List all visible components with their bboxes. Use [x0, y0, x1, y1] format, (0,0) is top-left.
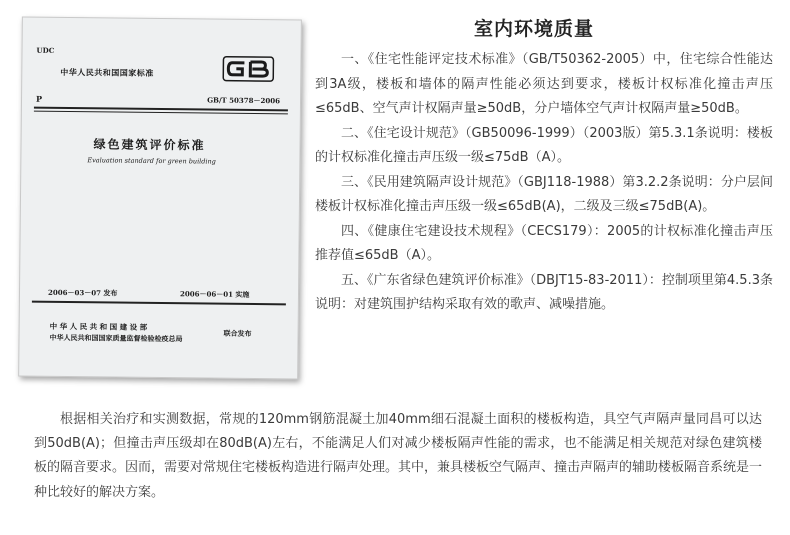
list-item: 三、《民用建筑隔声设计规范》（GBJ118-1988）第3.2.2条说明：分户层间楼板计权标准化撞击声压级一级≤65dB(A)，二级及三级≤75dB(A)。: [315, 174, 773, 214]
list-item: 二、《住宅设计规范》（GB50096-1999）（2003版）第5.3.1条说明：楼板的计权标准化撞击声压级一级≤75dB（A）。: [315, 125, 773, 165]
joint-publish-label: 联合发布: [223, 328, 252, 338]
standard-cover-image: [18, 17, 302, 380]
summary-paragraph: 根据相关治疗和实测数据，常规的120mm钢筋混凝土加40mm细石混凝土面积的楼板构造，具空气声隔声量同昌可以达到50dB(A)；但撞击声压级却在80dB(A)左右，不能满足人们对减少楼板隔声性能的需求，也不能满足相关规范对绿色建筑楼板的隔音要求。因而，需要对常规住宅楼板构造进行隔声处理。其中，兼具楼板空气隔声、撞击声隔声的辅助楼板隔音系统是一种比较好的解决方案。: [34, 412, 763, 500]
standards-list: [315, 48, 773, 318]
list-item: 五、《广东省绿色建筑评价标准》（DBJT15-83-2011）：控制项里第4.5.3条说明：对建筑围护结构采取有效的歌声、减噪措施。: [315, 272, 773, 312]
list-item: 一、《住宅性能评定技术标准》（GB/T50362-2005）中，住宅综合性能达到3A级，楼板和墙体的隔声性能必须达到要求，楼板计权标准化撞击声压≤65dB、空气声计权隔声量≥50dB，分户墙体空气声计权隔声量≥50dB。: [315, 52, 773, 116]
udc-label: UDC: [36, 45, 55, 55]
gb-logo: [222, 56, 274, 83]
divider: [32, 301, 286, 306]
list-item: 四、《健康住宅建设技术规程》（CECS179）：2005的计权标准化撞击声压推荐值≤65dB（A）。: [315, 223, 773, 263]
divider: [34, 111, 288, 115]
category-letter: P: [35, 93, 43, 104]
issuer-label: 中华人民共和国国家标准: [60, 66, 154, 78]
summary-section: [34, 408, 762, 505]
standard-title-english: Evaluation standard for green building: [87, 156, 216, 166]
publisher-org-1: 中华人民共和国建设部: [49, 321, 150, 332]
publisher-org-2: 中华人民共和国国家质量监督检验检疫总局: [49, 332, 183, 344]
standard-title: 绿色建筑评价标准: [93, 137, 206, 153]
publish-date: 2006－03－07 发布: [47, 287, 118, 298]
section-heading: 室内环境质量: [474, 18, 595, 40]
standard-code: GB/T 50378－2006: [207, 95, 281, 106]
implement-date: 2006－06－01 实施: [179, 289, 250, 299]
